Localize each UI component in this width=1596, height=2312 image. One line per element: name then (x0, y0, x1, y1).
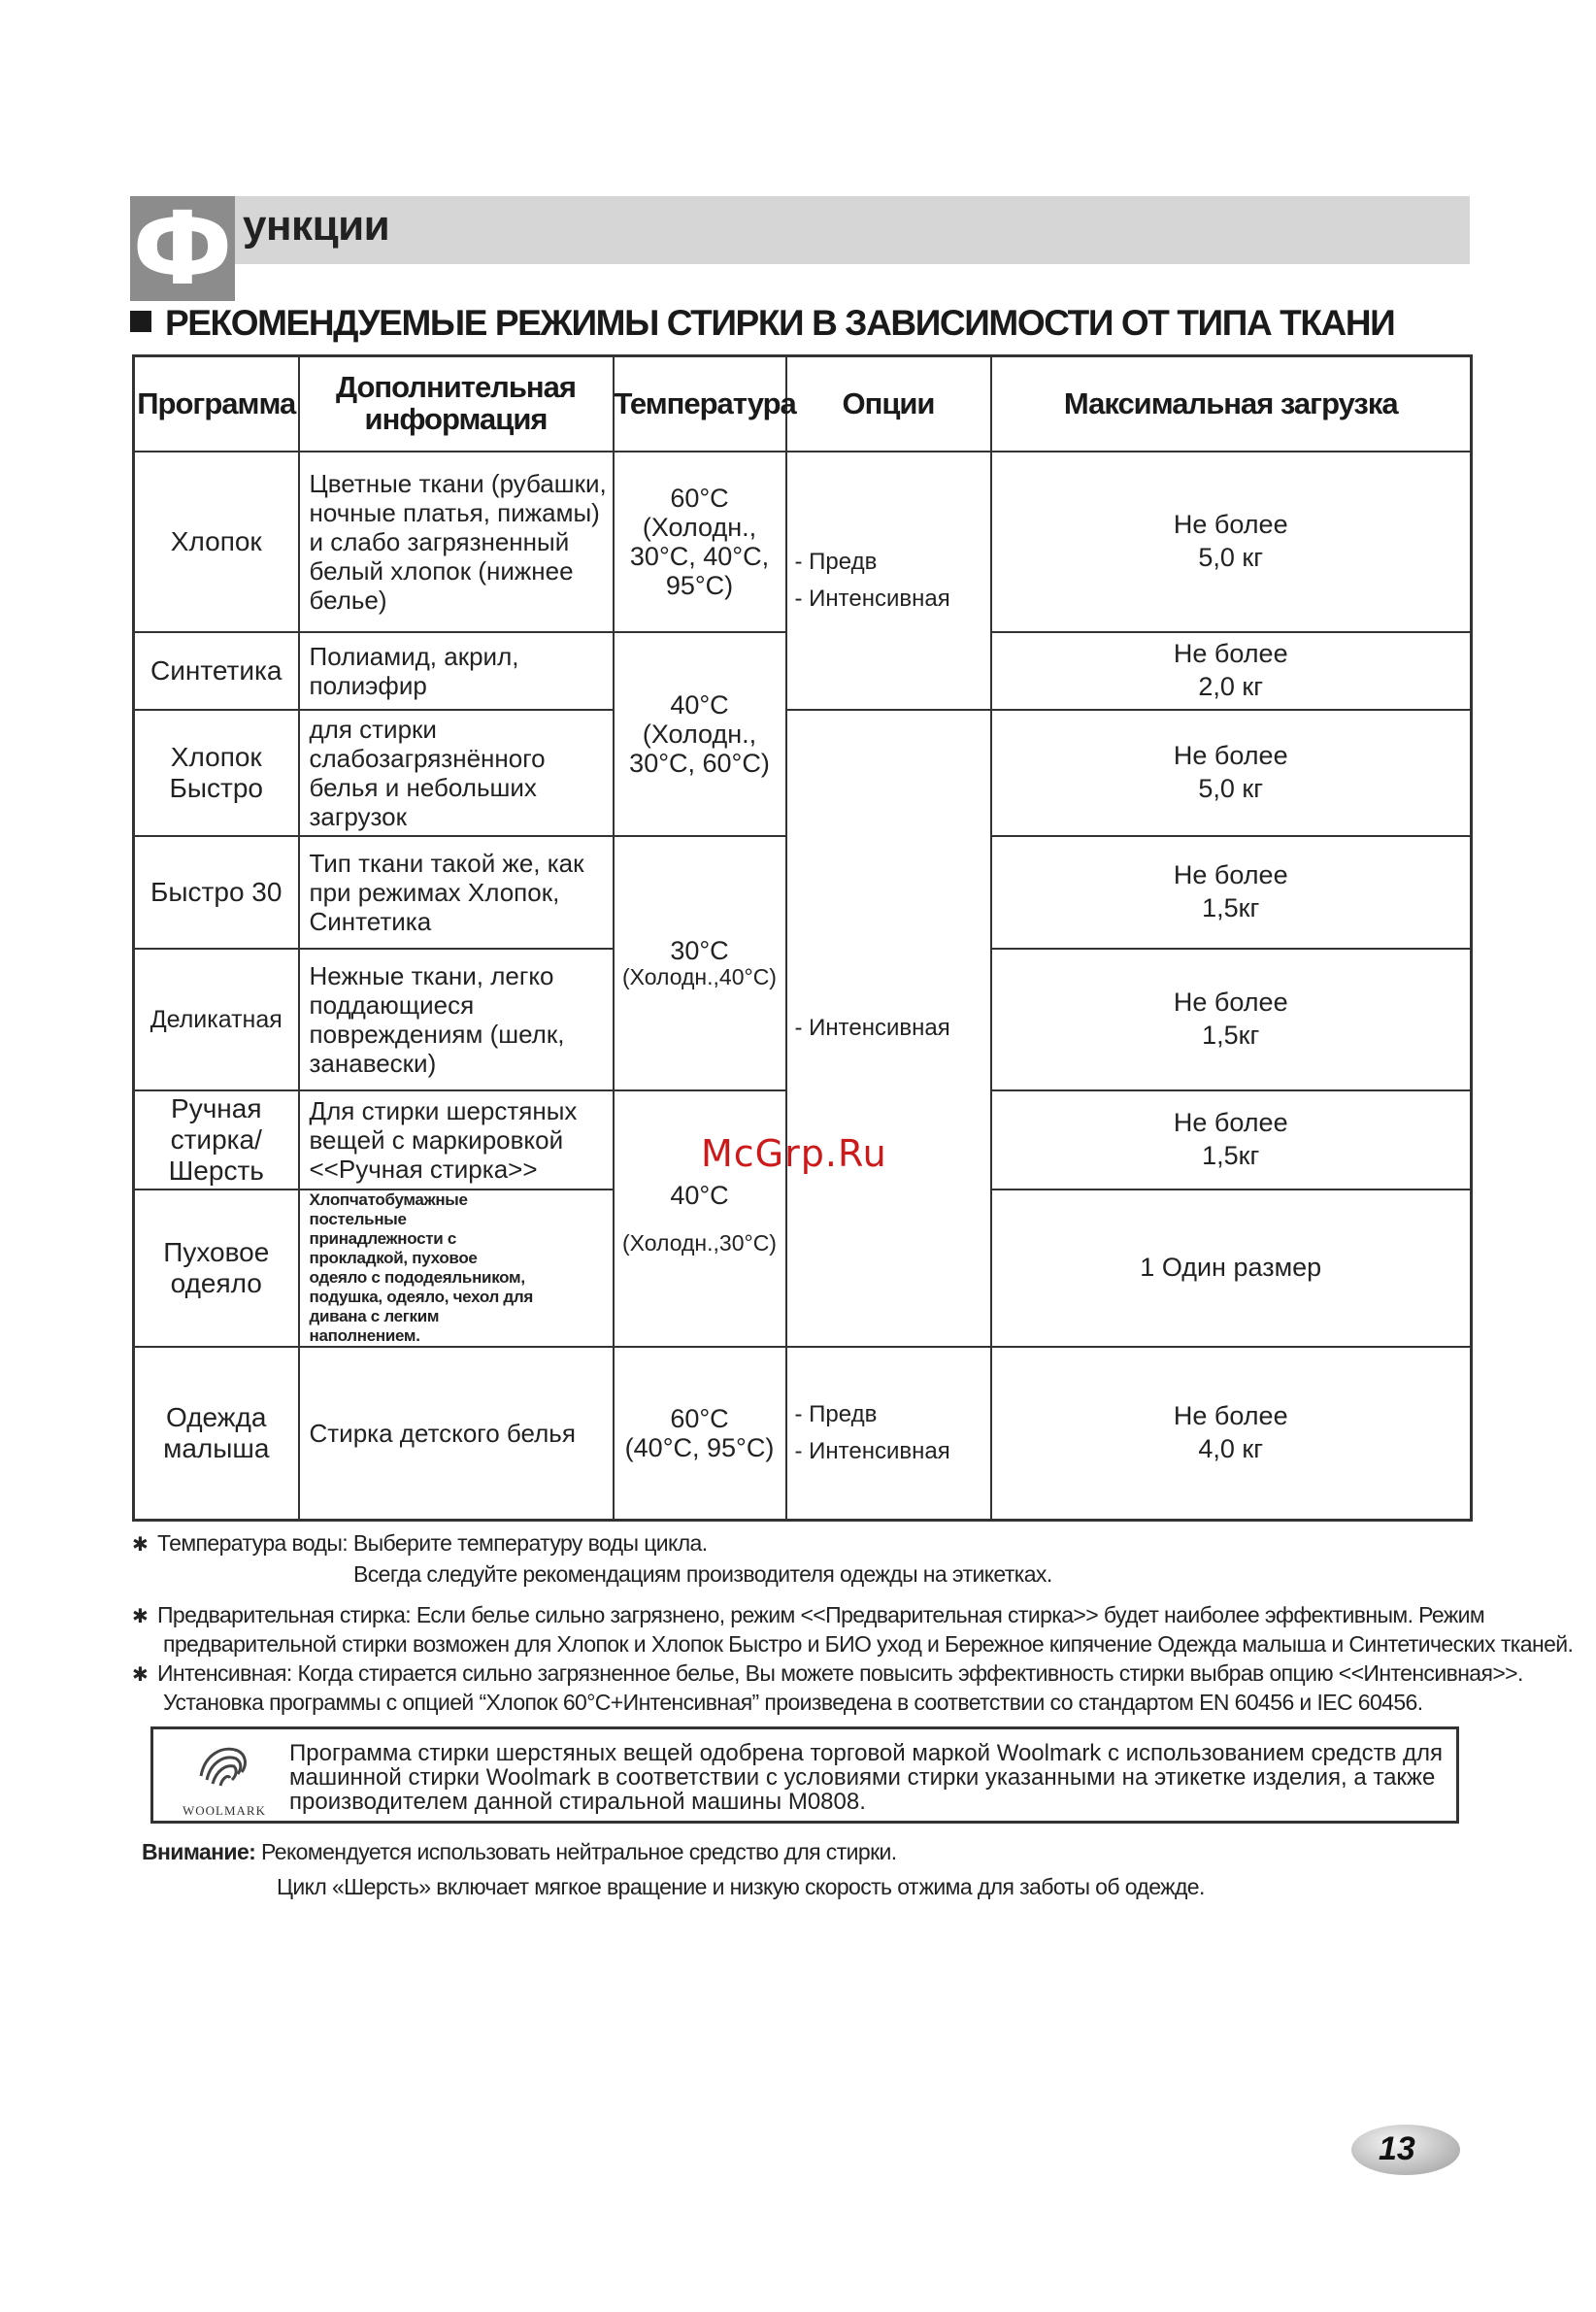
header-letter: Ф (132, 189, 233, 308)
info-cell: Цветные ткани (рубашки, ночные платья, пижамы) и слабо загрязненный белый хлопок (нижнее белье) (299, 452, 614, 632)
options-cell (786, 710, 991, 1347)
info-cell: Тип ткани такой же, как при режимах Хлопок, Синтетика (299, 836, 614, 949)
asterisk-icon: ✱ (132, 1606, 149, 1627)
temp-main: 40°C (670, 1181, 729, 1211)
woolmark-notice (150, 1726, 1459, 1824)
temp-sub: (Холодн.,40°C) (622, 964, 777, 990)
temp-sub: (Холодн., 30°C, 40°C, 95°C) (629, 512, 770, 601)
table-header-row (134, 356, 1472, 452)
info-cell: для стирки слабозагрязнённого белья и небольших загрузок (299, 710, 614, 836)
info-cell: Стирка детского белья (299, 1347, 614, 1520)
page-number: 13 (1379, 2130, 1415, 2167)
woolmark-logo-text: WOOLMARK (183, 1803, 266, 1818)
temp-cell (614, 1347, 786, 1520)
footnote-text: предварительной стирки возможен для Хлопок и Хлопок Быстро и БИО уход и Бережное кипячение Одежда малыша и Синтетических тканей. (163, 1631, 1574, 1657)
warning-text-2: Цикл «Шерсть» включает мягкое вращение и низкую скорость отжима для заботы об одежде. (277, 1874, 1205, 1899)
header-options: Опции (786, 356, 991, 452)
load-cell: Не более 5,0 кг (991, 710, 1472, 836)
footnote-text: Предварительная стирка: Если белье сильно загрязнено, режим <<Предварительная стирка>> будет наиболее эффективным. Режим (157, 1602, 1485, 1627)
footnote-text: Всегда следуйте рекомендациям производителя одежды на этикетках. (353, 1561, 1052, 1587)
temp-sub: (40°C, 95°C) (624, 1433, 775, 1463)
footnote (132, 1602, 1484, 1628)
warning-text: Рекомендуется использовать нейтральное средство для стирки. (261, 1839, 897, 1864)
program-cell: Одежда малыша (134, 1347, 299, 1520)
temp-cell (614, 452, 786, 632)
section-title-text: РЕКОМЕНДУЕМЫЕ РЕЖИМЫ СТИРКИ В ЗАВИСИМОСТИ ОТ ТИПА ТКАНИ (165, 303, 1395, 343)
option-line: - Предв (794, 1400, 878, 1427)
watermark: McGrp.Ru (701, 1132, 887, 1175)
option-line: - Интенсивная (794, 1014, 950, 1041)
load-cell: Не более 1,5кг (991, 949, 1472, 1090)
table-row (134, 710, 1472, 836)
program-cell: Пуховое одеяло (134, 1190, 299, 1347)
temp-main: 30°C (670, 936, 729, 965)
header-temp: Температура (614, 356, 786, 452)
page-number-badge (1351, 2125, 1460, 2175)
load-cell: Не более 5,0 кг (991, 452, 1472, 632)
asterisk-icon: ✱ (132, 1664, 149, 1686)
warning-label: Внимание: (142, 1839, 256, 1864)
options-cell (786, 1347, 991, 1520)
load-cell: Не более 1,5кг (991, 1090, 1472, 1190)
warning-line (142, 1839, 897, 1865)
woolmark-text: Программа стирки шерстяных вещей одобрена торговой маркой Woolmark с использованием средств для машинной стирки Woolmark в соответствии с условиями стирки указанными на этикетке изделия, а также производителем данной стиральной машины M0808. (289, 1740, 1444, 1816)
woolmark-logo (171, 1737, 278, 1819)
load-cell: 1 Один размер (991, 1190, 1472, 1347)
load-cell: Не более 1,5кг (991, 836, 1472, 949)
wash-modes-table (132, 354, 1473, 1522)
info-cell: Нежные ткани, легко поддающиеся повреждениям (шелк, занавески) (299, 949, 614, 1090)
footnote (132, 1530, 708, 1557)
program-cell: Хлопок (134, 452, 299, 632)
temp-sub: (Холодн., 30°C, 60°C) (629, 719, 770, 779)
program-cell: Синтетика (134, 632, 299, 710)
footnote-text: Интенсивная: Когда стирается сильно загрязненное белье, Вы можете повысить эффективность стирки выбрав опцию <<Интенсивная>>. (157, 1660, 1523, 1686)
temp-cell (614, 632, 786, 836)
asterisk-icon: ✱ (132, 1534, 149, 1556)
header-load: Максимальная загрузка (991, 356, 1472, 452)
info-cell: Хлопчатобумажные постельные принадлежности с прокладкой, пуховое одеяло с пододеяльником, подушка, одеяло, чехол для дивана с легким наполнением. (299, 1190, 614, 1347)
table-row (134, 1347, 1472, 1520)
program-cell: Ручная стирка/ Шерсть (134, 1090, 299, 1190)
header-info: Дополнительная информация (299, 356, 614, 452)
option-line: - Предв (794, 548, 878, 575)
header-program: Программа (134, 356, 299, 452)
footnote (132, 1660, 1523, 1687)
load-cell: Не более 2,0 кг (991, 632, 1472, 710)
temp-cell (614, 1090, 786, 1347)
woolmark-icon (195, 1737, 253, 1792)
temp-main: 60°C (670, 1403, 729, 1433)
load-cell: Не более 4,0 кг (991, 1347, 1472, 1520)
option-line: - Интенсивная (794, 586, 950, 612)
temp-cell (614, 836, 786, 1090)
table-row (134, 452, 1472, 632)
program-cell: Деликатная (134, 949, 299, 1090)
temp-sub: (Холодн.,30°C) (622, 1230, 777, 1257)
option-line: - Интенсивная (794, 1438, 950, 1465)
square-bullet-icon (130, 311, 151, 332)
program-cell: Хлопок Быстро (134, 710, 299, 836)
temp-main: 60°C (670, 483, 729, 513)
program-cell: Быстро 30 (134, 836, 299, 949)
footnote-text: Температура воды: Выберите температуру воды цикла. (157, 1530, 708, 1556)
options-cell (786, 452, 991, 710)
temp-main: 40°C (670, 689, 729, 720)
info-cell: Для стирки шерстяных вещей с маркировкой <<Ручная стирка>> (299, 1090, 614, 1190)
info-cell: Полиамид, акрил, полиэфир (299, 632, 614, 710)
footnote-text: Установка программы с опцией “Хлопок 60°C+Интенсивная” произведена в соответствии со стандартом EN 60456 и IEC 60456. (163, 1690, 1423, 1715)
section-title (130, 303, 1394, 344)
page-title: ункции (243, 202, 390, 250)
header-letter-box (130, 189, 235, 308)
